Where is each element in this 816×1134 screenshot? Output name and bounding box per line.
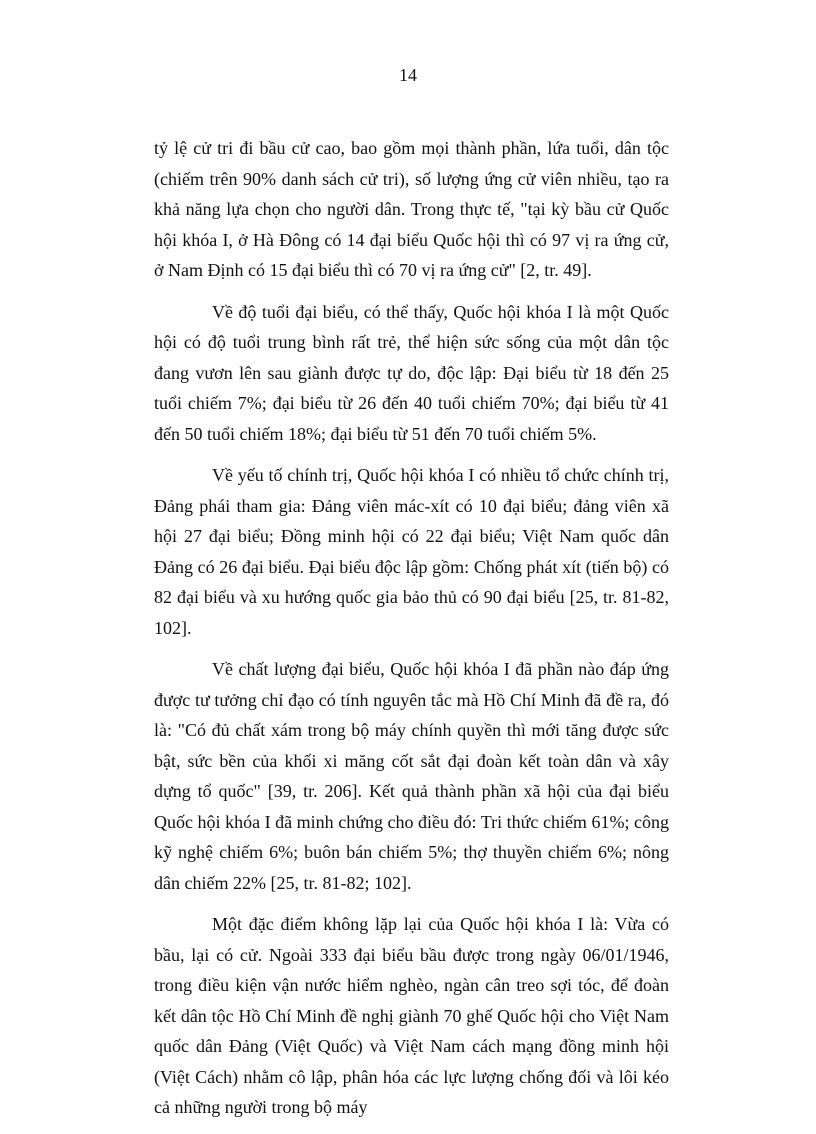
paragraph-political-factors: Về yếu tố chính trị, Quốc hội khóa I có nhiều tổ chức chính trị, Đảng phái tham gia: Đảng viên mác-xít có 10 đại biểu; đảng viên xã hội 27 đại biểu; Đồng minh hội có 22 đại biểu; Việt Nam quốc dân Đảng có 26 đại biểu. Đại biểu độc lập gồm: Chống phát xít (tiến bộ) có 82 đại biểu và xu hướng quốc gia bảo thủ có 90 đại biểu [25, tr. 81-82, 102].	[154, 465, 669, 638]
paragraph-delegate-age: Về độ tuổi đại biểu, có thể thấy, Quốc hội khóa I là một Quốc hội có độ tuổi trung bình rất trẻ, thể hiện sức sống của một dân tộc đang vươn lên sau giành được tự do, độc lập: Đại biểu từ 18 đến 25 tuổi chiếm 7%; đại biểu từ 26 đến 40 tuổi chiếm 70%; đại biểu từ 41 đến 50 tuổi chiếm 18%; đại biểu từ 51 đến 70 tuổi chiếm 5%.	[154, 301, 669, 444]
paragraph-unique-feature: Một đặc điểm không lặp lại của Quốc hội khóa I là: Vừa có bầu, lại có cử. Ngoài 333 đại biểu bầu được trong ngày 06/01/1946, trong điều kiện vận nước hiểm nghèo, ngàn cân treo sợi tóc, để đoàn kết dân tộc Hồ Chí Minh đề nghị giành 70 ghế Quốc hội cho Việt Nam quốc dân Đảng (Việt Quốc) và Việt Nam cách mạng đồng minh hội (Việt Cách) nhằm cô lập, phân hóa các lực lượng chống đối và lôi kéo cả những người trong bộ máy	[154, 914, 669, 1117]
body-text	[154, 133, 669, 1134]
paragraph-voter-turnout: tỷ lệ cử tri đi bầu cử cao, bao gồm mọi thành phần, lứa tuổi, dân tộc (chiếm trên 90% danh sách cử tri), số lượng ứng cử viên nhiều, tạo ra khả năng lựa chọn cho người dân. Trong thực tế, "tại kỳ bầu cử Quốc hội khóa I, ở Hà Đông có 14 đại biểu Quốc hội thì có 97 vị ra ứng cử, ở Nam Định có 15 đại biểu thì có 70 vị ra ứng cử" [2, tr. 49].	[154, 138, 669, 280]
page-number: 14	[399, 65, 417, 85]
paragraph-delegate-quality: Về chất lượng đại biểu, Quốc hội khóa I đã phần nào đáp ứng được tư tưởng chỉ đạo có tính nguyên tắc mà Hồ Chí Minh đã đề ra, đó là: "Có đủ chất xám trong bộ máy chính quyền thì mới tăng được sức bật, sức bền của khối xi măng cốt sắt đại đoàn kết toàn dân và xây dựng tổ quốc" [39, tr. 206]. Kết quả thành phần xã hội của đại biểu Quốc hội khóa I đã minh chứng cho điều đó: Tri thức chiếm 61%; công kỹ nghệ chiếm 6%; buôn bán chiếm 5%; thợ thuyền chiếm 6%; nông dân chiếm 22% [25, tr. 81-82; 102].	[154, 659, 669, 893]
